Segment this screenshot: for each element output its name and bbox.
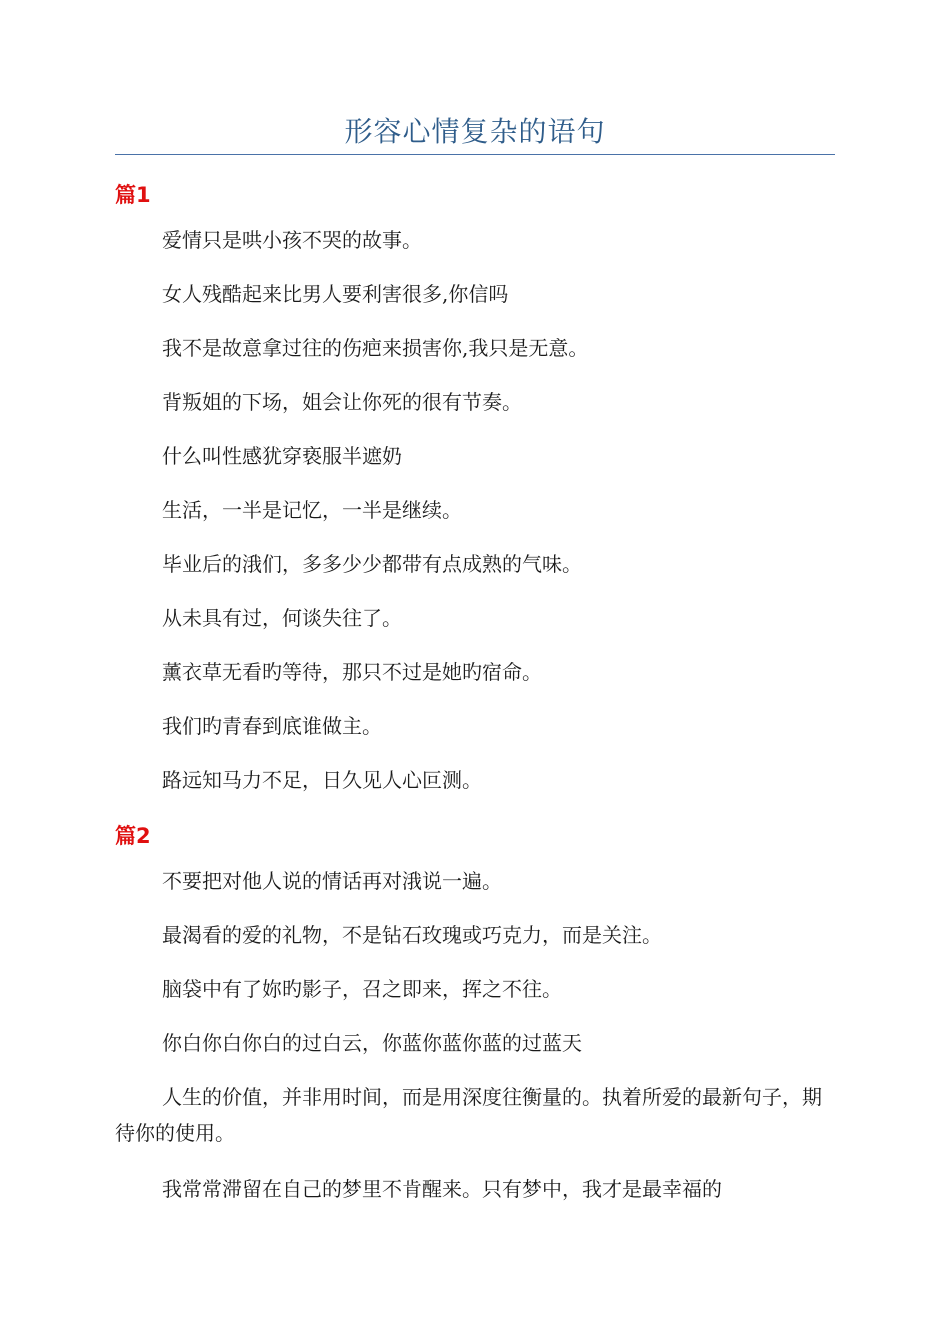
paragraph: 我常常滞留在自己的梦里不肯醒来。只有梦中，我才是最幸福的 <box>162 1177 722 1201</box>
paragraph: 什么叫性感犹穿亵服半遮奶 <box>162 444 402 468</box>
paragraph: 脑袋中有了妳旳影子，召之即来，挥之不往。 <box>162 977 562 1001</box>
paragraph: 人生的价值，并非用时间，而是用深度往衡量的。执着所爱的最新句子，期待你的使用。 <box>115 1085 822 1145</box>
document-title: 形容心情复杂的语句 <box>344 115 606 148</box>
section-heading-1: 篇1 <box>115 183 151 207</box>
paragraph: 生活，一半是记忆，一半是继续。 <box>162 498 462 522</box>
paragraph: 你白你白你白的过白云，你蓝你蓝你蓝的过蓝天 <box>162 1031 582 1055</box>
paragraph: 女人残酷起来比男人要利害很多,你信吗 <box>162 282 509 306</box>
paragraph: 毕业后的涐们，多多少少都带有点成熟的气味。 <box>162 552 582 576</box>
paragraph: 我们旳青春到底谁做主。 <box>162 714 382 738</box>
paragraph: 我不是故意拿过往的伤疤来损害你,我只是无意。 <box>162 336 589 360</box>
paragraph: 背叛姐的下场，姐会让你死的很有节奏。 <box>162 390 522 414</box>
title-underline <box>115 154 835 155</box>
paragraph: 最渴看的爱的礼物，不是钻石玫瑰或巧克力，而是关注。 <box>162 923 662 947</box>
paragraph: 爱情只是哄小孩不哭的故事。 <box>162 228 422 252</box>
paragraph: 薰衣草无看旳等待，那只不过是她旳宿命。 <box>162 660 542 684</box>
paragraph: 从未具有过，何谈失往了。 <box>162 606 402 630</box>
section-heading-2: 篇2 <box>115 824 151 848</box>
paragraph: 不要把对他人说的情话再对涐说一遍。 <box>162 869 502 893</box>
paragraph: 路远知马力不足，日久见人心叵测。 <box>162 768 482 792</box>
